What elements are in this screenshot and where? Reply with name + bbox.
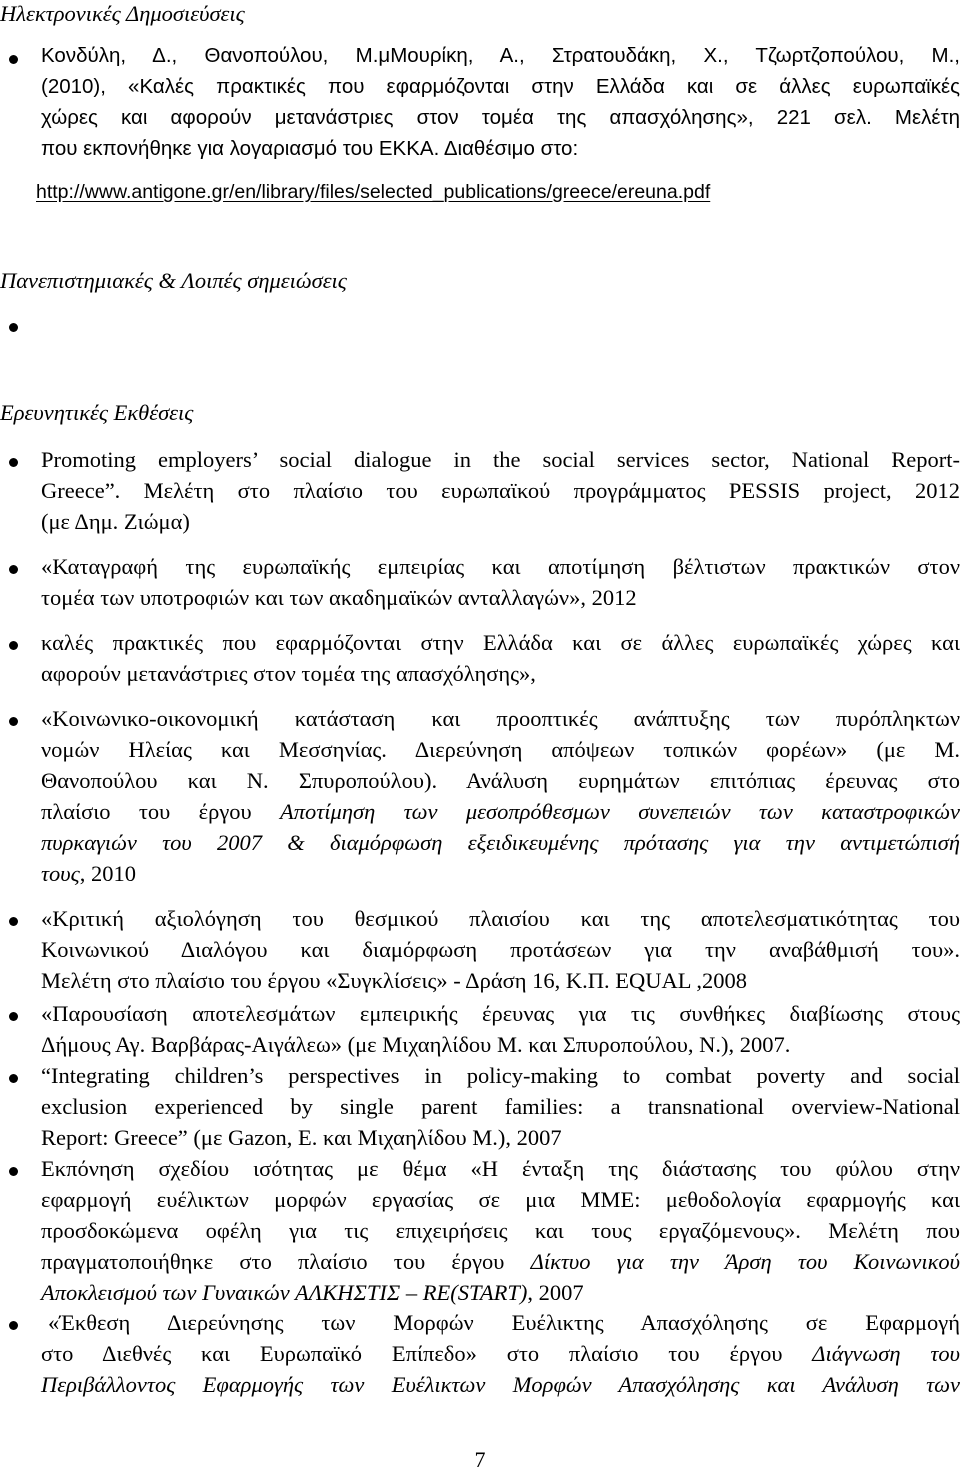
- page-number: 7: [474, 1447, 486, 1472]
- bullet-icon: [9, 565, 18, 574]
- bullet-icon: [9, 1321, 18, 1330]
- bullet-icon: [9, 717, 18, 726]
- bullet-icon: [9, 1074, 18, 1083]
- document-page: Ηλεκτρονικές Δημοσιεύσεις Κονδύλη, Δ., Θανοπούλου, Μ.μΜουρίκη, Α., Στρατουδάκη, Χ., Τζωρτζοπούλου, Μ., (2010), «Καλές πρακτικές που εφαρμόζονται στην Ελλάδα και σε άλλες ευρωπαϊκές χώρες και αφορούν μετανάστριες στον τομέα της απασχόλησης», 221 σελ. Μελέτη που εκπονήθηκε για λογαριασμό του ΕΚΚΑ. Διαθέσιμο στο: http://www.antigone.gr/en/library/files/selected_publications/greece/ereuna.pdf Πανεπιστημιακές & Λοιπές σημειώσεις Ερευνητικές Εκθέσεις Promoting employers’ social dialogue in the social services sector, National Report- Greece”. Μελέτη στο πλαίσιο του ευρωπαϊκού προγράμματος PESSIS project, 2012 (με Δημ. Ζιώμα) «Καταγραφή της ευρωπαϊκής εμπειρίας και αποτίμηση βέλτιστων πρακτικών στον τομέα των υποτροφιών και των ακαδημαϊκών ανταλλαγών», 2012 καλές πρακτικές που εφαρμόζονται στην Ελλάδα και σε άλλες ευρωπαϊκές χώρες και αφορούν μετανάστριες στον τομέα της απασχόλησης», «Κοινωνικο-οικονομική κατάσταση και προοπτικές ανάπτυξης των πυρόπληκτων νομών Ηλείας και Μεσσηνίας. Διερεύνηση απόψεων τοπικών φορέων» (με Μ. Θανοπούλου και Ν. Σπυροπούλου). Ανάλυση ευρημάτων επιτόπιας έρευνας στο πλαίσιο του έργου Αποτίμηση των μεσοπρόθεσμων συνεπειών των καταστροφικών πυρκαγιών του 2007 & διαμόρφωση εξειδικευμένης πρότασης για την αντιμετώπισή τους, 2010 «Κριτική αξιολόγηση του θεσμικού πλαισίου και της αποτελεσματικότητας του Κοινωνικού Διαλόγου και διαμόρφωση προτάσεων για την αναβάθμισή του». Μελέτη στο πλαίσιο του έργου «Συγκλίσεις» - Δράση 16, Κ.Π. EQUAL ,2008 «Παρουσίαση αποτελεσμάτων εμπειρικής έρευνας για τις συνθήκες διαβίωσης στους Δήμους Αγ. Βαρβάρας-Αιγάλεω» (με Μιχαηλίδου Μ. και Σπυροπούλου, Ν.), 2007. “Integrating children’s perspectives in policy-making to combat poverty and social exclusion experienced by single parent families: a transnational overview-National Report: Greece” (με Gazon, E. και Μιχαηλίδου Μ.), 2007 Εκπόνηση σχεδίου ισότητας με θέμα «Η ένταξη της διάστασης του φύλου στην εφαρμογή ευέλικτων μορφών εργασίας σε μια ΜΜΕ: μεθοδολογία εφαρμογής και προσδοκώμενα οφέλη για τις επιχειρήσεις και τους εργαζόμενους». Μελέτη που πραγματοποιήθηκε στο πλαίσιο του έργου Δίκτυο για την Άρση του Κοινωνικού Αποκλεισμού των Γυναικών ΑΛΚΗΣΤΙΣ – RE(START), 2007 «Έκθεση Διερεύνησης των Μορφών Ευέλικτης Απασχόλησης σε Εφαρμογή στο Διεθνές και Ευρωπαϊκό Επίπεδο» στο πλαίσιο του έργου Διάγνωση του Περιβάλλοντος Εφαρμογής των Ευέλικτων Μορφών Απασχόλησης και Ανάλυση των 7: [0, 1, 960, 1472]
- bullet-icon: [9, 323, 18, 332]
- section-heading-electronic: Ηλεκτρονικές Δημοσιεύσεις: [0, 1, 245, 26]
- section-heading-research: Ερευνητικές Εκθέσεις: [0, 400, 194, 425]
- bullet-icon: [9, 458, 18, 467]
- section-heading-university: Πανεπιστημιακές & Λοιπές σημειώσεις: [0, 268, 347, 293]
- bullet-icon: [9, 641, 18, 650]
- publication-link[interactable]: http://www.antigone.gr/en/library/files/selected_publications/greece/ereuna.pdf: [36, 181, 711, 203]
- bullet-icon: [9, 1012, 18, 1021]
- bullet-icon: [9, 1167, 18, 1176]
- bullet-icon: [9, 55, 18, 64]
- bullet-icon: [9, 917, 18, 926]
